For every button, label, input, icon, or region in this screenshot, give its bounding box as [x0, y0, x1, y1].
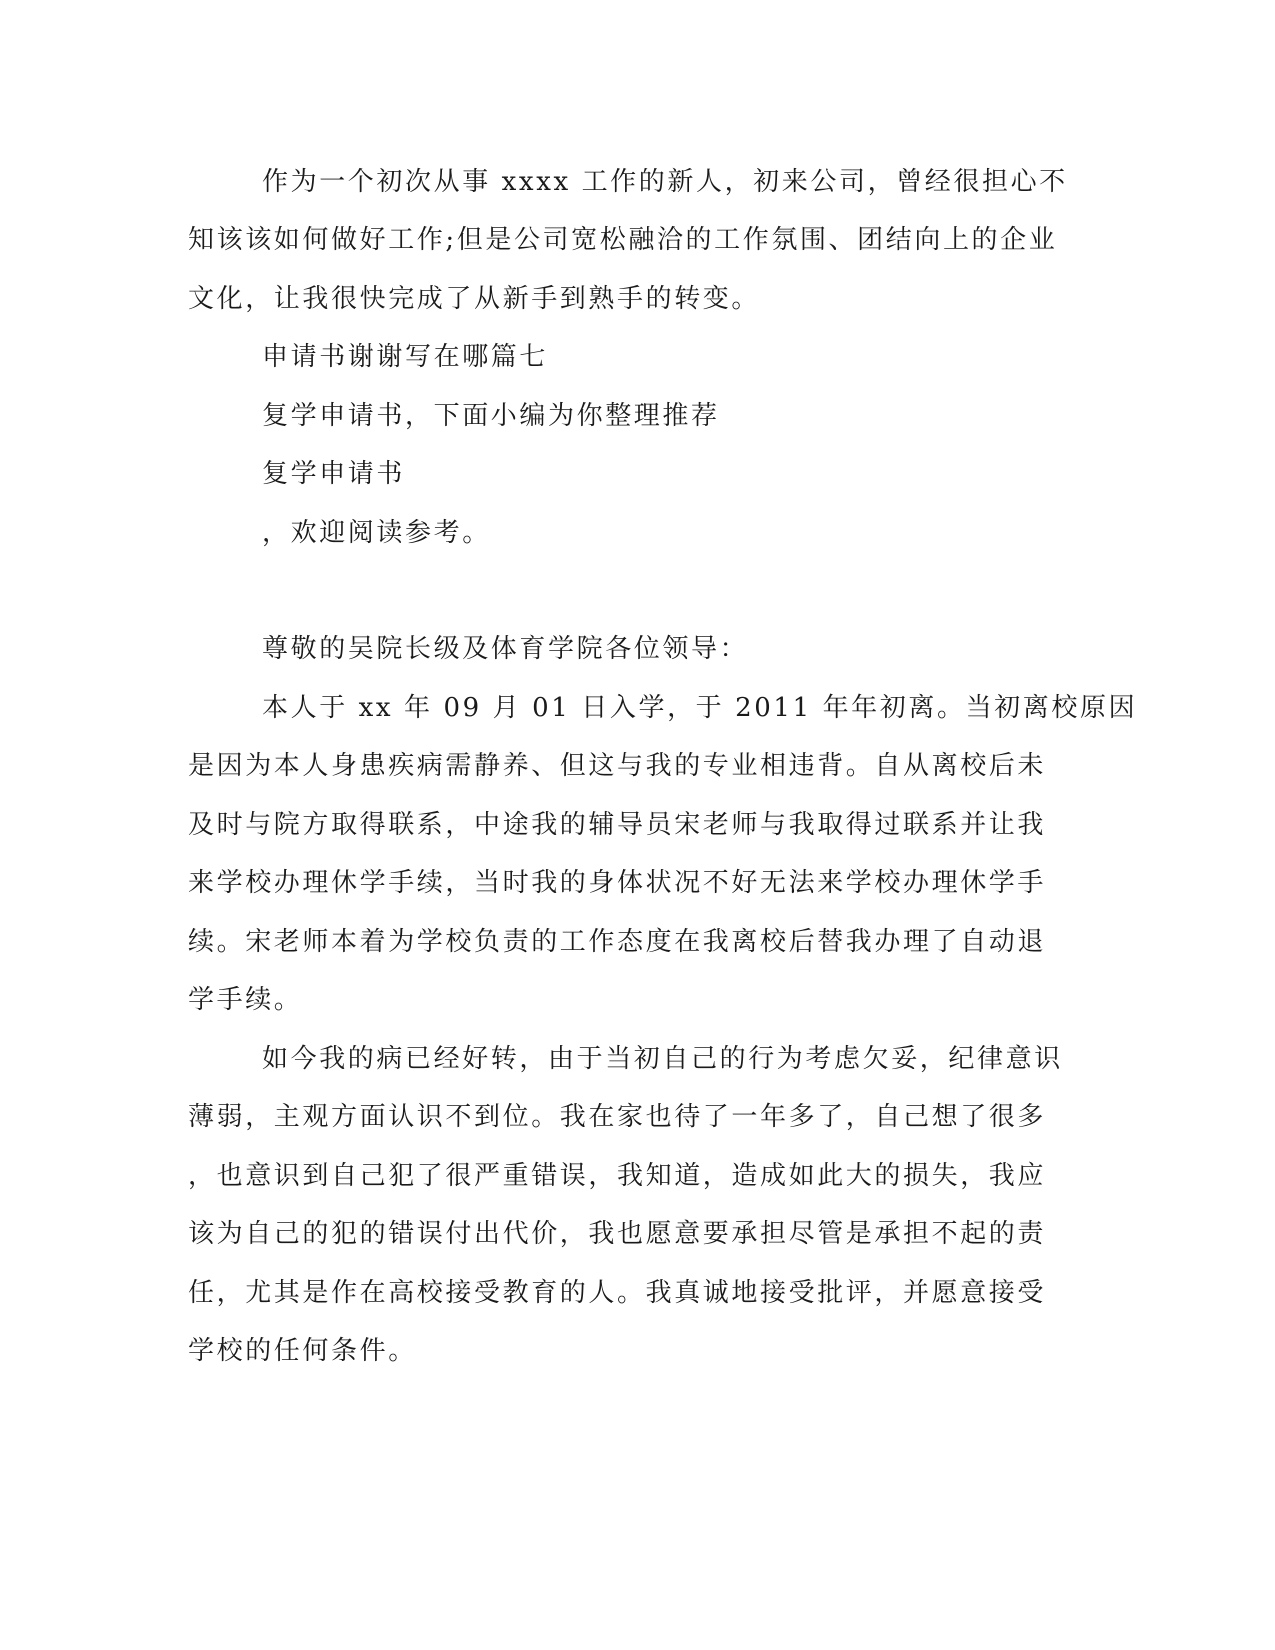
title-line: 复学申请书 [262, 459, 406, 489]
paragraph-3-line-6: 学校的任何条件。 [188, 1336, 417, 1366]
paragraph-3-line-3: ，也意识到自己犯了很严重错误，我知道，造成如此大的损失，我应 [188, 1161, 1047, 1191]
paragraph-2-line-1: 本人于 xx 年 09 月 01 日入学，于 2011 年年初离。当初离校原因 [262, 693, 1138, 723]
welcome-line: ，欢迎阅读参考。 [262, 518, 491, 548]
paragraph-3-line-1: 如今我的病已经好转，由于当初自己的行为考虑欠妥，纪律意识 [262, 1044, 1063, 1074]
heading-line: 申请书谢谢写在哪篇七 [262, 342, 549, 372]
salutation-line: 尊敬的吴院长级及体育学院各位领导： [262, 634, 749, 664]
paragraph-2-line-2: 是因为本人身患疾病需静养、但这与我的专业相违背。自从离校后未 [188, 751, 1047, 781]
subtitle-line: 复学申请书，下面小编为你整理推荐 [262, 401, 720, 431]
paragraph-2-line-5: 续。宋老师本着为学校负责的工作态度在我离校后替我办理了自动退 [188, 927, 1047, 957]
paragraph-2-line-6: 学手续。 [188, 985, 303, 1015]
paragraph-2-line-3: 及时与院方取得联系，中途我的辅导员宋老师与我取得过联系并让我 [188, 810, 1047, 840]
paragraph-3-line-4: 该为自己的犯的错误付出代价，我也愿意要承担尽管是承担不起的责 [188, 1219, 1047, 1249]
paragraph-3-line-2: 薄弱，主观方面认识不到位。我在家也待了一年多了，自己想了很多 [188, 1102, 1047, 1132]
paragraph-2-line-4: 来学校办理休学手续，当时我的身体状况不好无法来学校办理休学手 [188, 868, 1047, 898]
paragraph-1-line-1: 作为一个初次从事 xxxx 工作的新人，初来公司，曾经很担心不 [262, 167, 1068, 197]
paragraph-1-line-2: 知该该如何做好工作;但是公司宽松融洽的工作氛围、团结向上的企业 [188, 225, 1058, 255]
paragraph-1-line-3: 文化，让我很快完成了从新手到熟手的转变。 [188, 284, 761, 314]
paragraph-3-line-5: 任，尤其是作在高校接受教育的人。我真诚地接受批评，并愿意接受 [188, 1278, 1047, 1308]
